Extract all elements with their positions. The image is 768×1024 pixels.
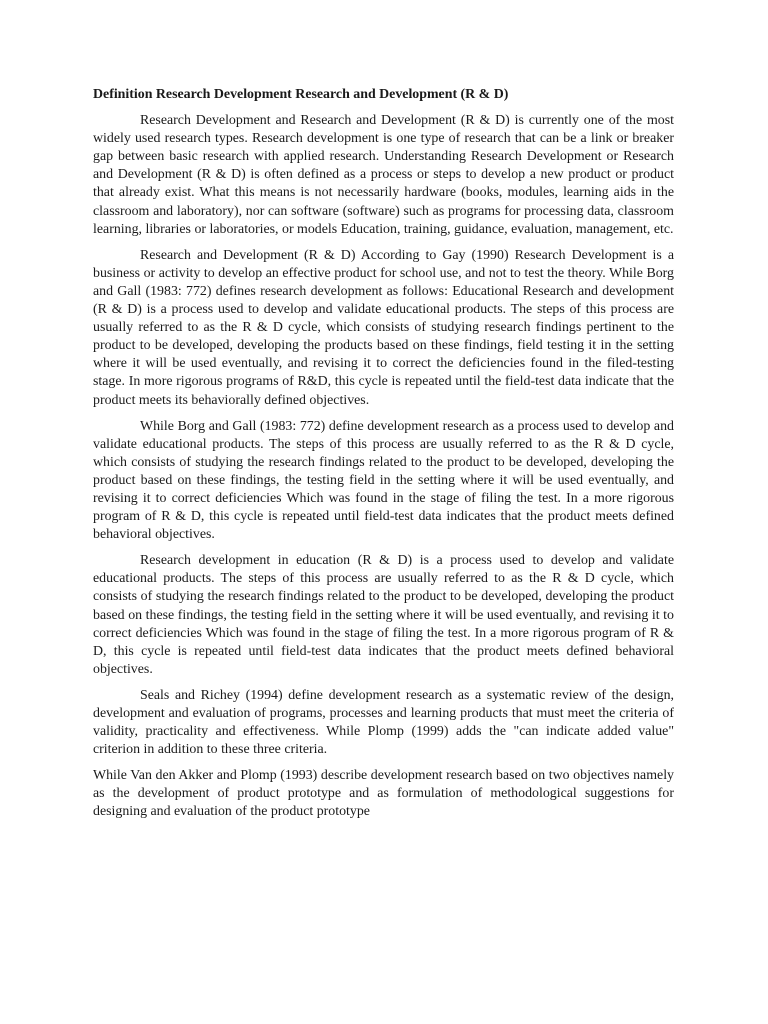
paragraph-3: While Borg and Gall (1983: 772) define development research as a process used to develop and validate educational products. The steps of this process are usually referred to as the R & D cycle, which consists of studying the research findings related to the product to be developed, developing the product based on these findings, the testing field in the setting where it will be used eventually, and revising it to correct deficiencies Which was found in the stage of filing the test. In a more rigorous program of R & D, this cycle is repeated until field-test data indicates that the product meets defined behavioral objectives. <box>93 418 674 543</box>
paragraph-6: While Van den Akker and Plomp (1993) describe development research based on two objectives namely as the development of product prototype and as formulation of methodological suggestions for designing and evaluation of the product prototype <box>93 768 674 820</box>
paragraph-5: Seals and Richey (1994) define development research as a systematic review of the design, development and evaluation of programs, processes and learning products that must meet the criteria of validity, practicality and effectiveness. While Plomp (1999) adds the "can indicate added value" criterion in addition to these three criteria. <box>93 687 674 758</box>
document-page <box>93 86 674 830</box>
paragraph-2: Research and Development (R & D) According to Gay (1990) Research Development is a business or activity to develop an effective product for school use, and not to test the theory. While Borg and Gall (1983: 772) defines research development as follows: Educational Research and development (R & D) is a process used to develop and validate educational products. The steps of this process are usually referred to as the R & D cycle, which consists of studying research findings pertinent to the product to be developed, developing the products based on these findings, field testing it in the setting where it will be used eventually, and revising it to correct the deficiencies found in the filed-testing stage. In more rigorous programs of R&D, this cycle is repeated until the field-test data indicate that the product meets its behaviorally defined objectives. <box>93 247 674 408</box>
paragraph-1: Research Development and Research and Development (R & D) is currently one of the most widely used research types. Research development is one type of research that can be a link or breaker gap between basic research with applied research. Understanding Research Development or Research and Development (R & D) is often defined as a process or steps to develop a new product or product that already exist. What this means is not necessarily hardware (books, modules, learning aids in the classroom and laboratory), nor can software (software) such as programs for processing data, classroom learning, libraries or laboratories, or models Education, training, guidance, evaluation, management, etc. <box>93 113 674 237</box>
document-title: Definition Research Development Research and Development (R & D) <box>93 87 509 102</box>
paragraph-4: Research development in education (R & D) is a process used to develop and validate educational products. The steps of this process are usually referred to as the R & D cycle, which consists of studying the research findings related to the product to be developed, developing the product based on these findings, the testing field in the setting where it will be used eventually, and revising it to correct deficiencies Which was found in the stage of filing the test. In a more rigorous program of R & D, this cycle is repeated until field-test data indicates that the product meets defined behavioral objectives. <box>93 553 674 677</box>
